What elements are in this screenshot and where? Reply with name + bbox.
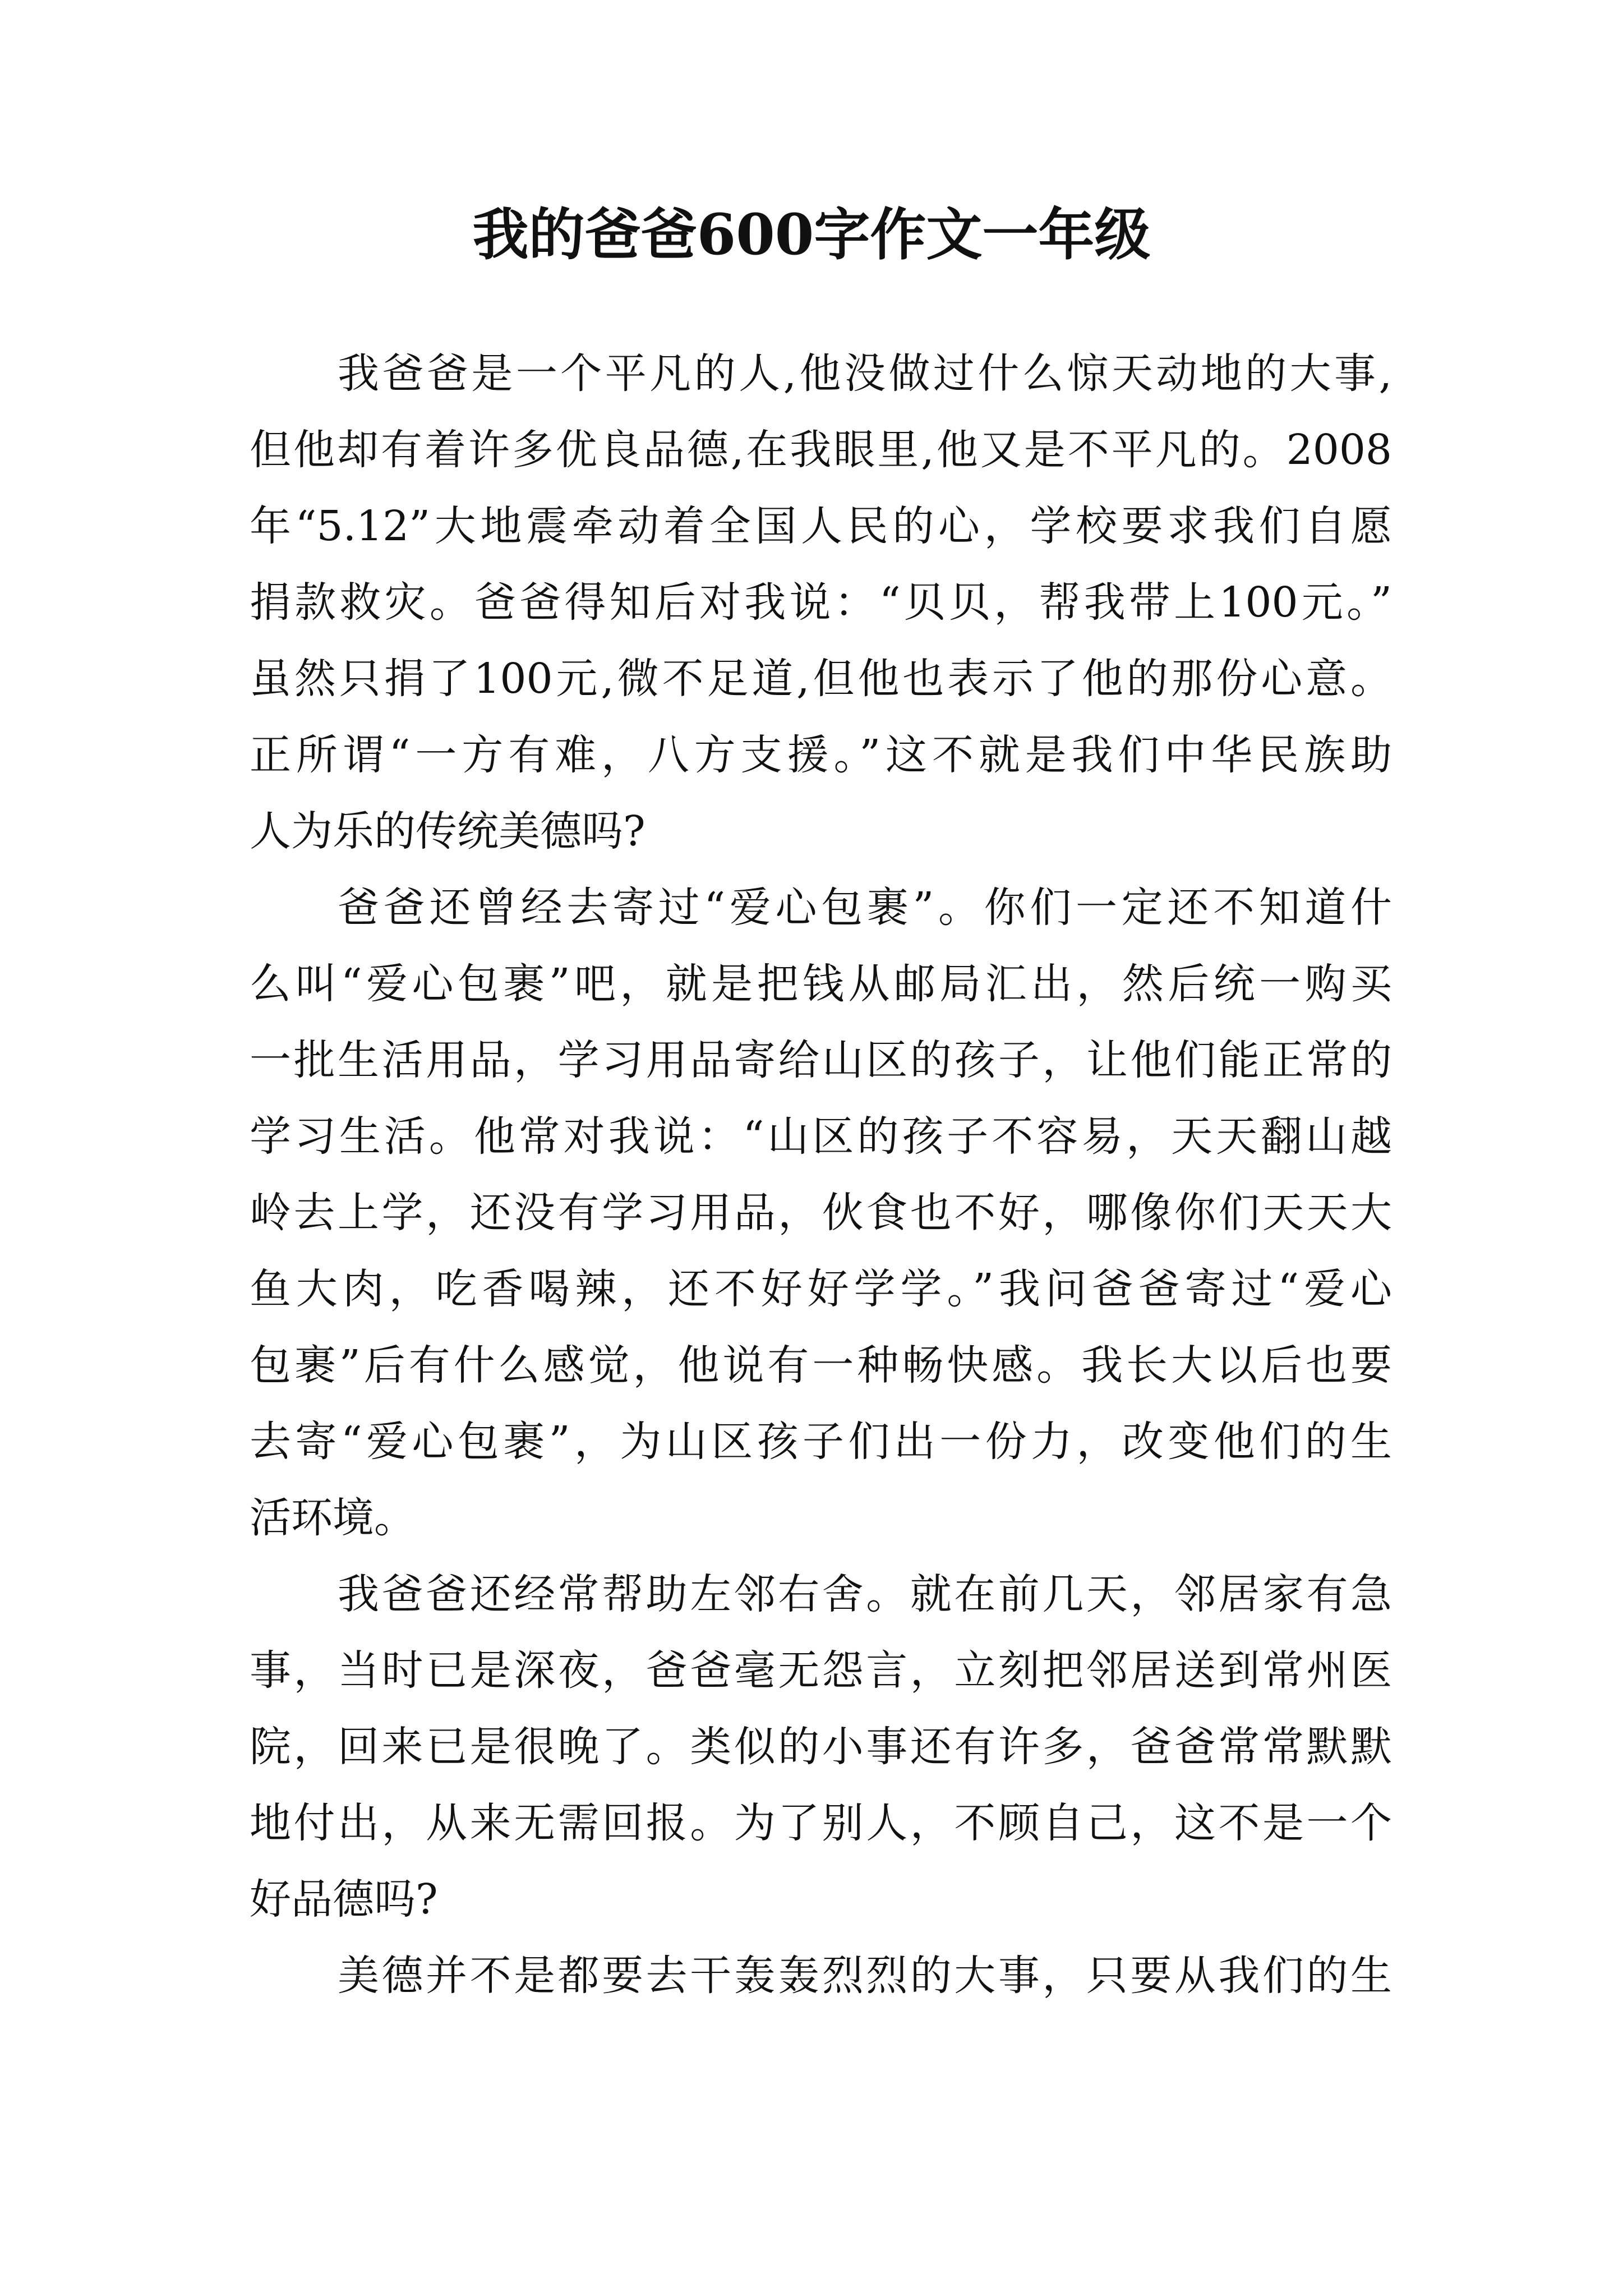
text-line: 院，回来已是很晚了。类似的小事还有许多，爸爸常常默默	[250, 1723, 1392, 1771]
text-line: 我爸爸是一个平凡的人,他没做过什么惊天动地的大事,	[338, 349, 1392, 398]
text-line: 美德并不是都要去干轰轰烈烈的大事，只要从我们的生	[338, 1952, 1392, 2000]
text-line: 包裹”后有什么感觉，他说有一种畅快感。我长大以后也要	[250, 1341, 1392, 1389]
text-line: 我爸爸还经常帮助左邻右舍。就在前几天，邻居家有急	[338, 1570, 1392, 1618]
text-line: 鱼大肉，吃香喝辣，还不好好学学。”我问爸爸寄过“爱心	[250, 1265, 1392, 1313]
document-body	[250, 335, 1392, 2014]
text-line: 学习生活。他常对我说：“山区的孩子不容易，天天翻山越	[250, 1112, 1392, 1161]
text-line: 地付出，从来无需回报。为了别人，不顾自己，这不是一个	[250, 1799, 1392, 1847]
text-line: 去寄“爱心包裹”，为山区孩子们出一份力，改变他们的生	[250, 1418, 1392, 1466]
text-line: 但他却有着许多优良品德,在我眼里,他又是不平凡的。2008	[250, 426, 1392, 474]
text-line: 虽然只捐了100元,微不足道,但他也表示了他的那份心意。	[250, 655, 1392, 703]
text-line: 人为乐的传统美德吗?	[250, 807, 645, 855]
text-line: 爸爸还曾经去寄过“爱心包裹”。你们一定还不知道什	[338, 884, 1392, 932]
text-line: 好品德吗?	[250, 1875, 438, 1924]
text-line: 正所谓“一方有难，八方支援。”这不就是我们中华民族助	[250, 731, 1392, 779]
text-line: 一批生活用品，学习用品寄给山区的孩子，让他们能正常的	[250, 1036, 1392, 1084]
document-title: 我的爸爸600字作文一年级	[472, 201, 1151, 268]
text-line: 捐款救灾。爸爸得知后对我说：“贝贝，帮我带上100元。”	[250, 578, 1392, 627]
text-line: 事，当时已是深夜，爸爸毫无怨言，立刻把邻居送到常州医	[250, 1646, 1392, 1695]
text-line: 么叫“爱心包裹”吧，就是把钱从邮局汇出，然后统一购买	[250, 960, 1392, 1008]
text-line: 岭去上学，还没有学习用品，伙食也不好，哪像你们天天大	[250, 1189, 1392, 1237]
text-line: 年“5.12”大地震牵动着全国人民的心，学校要求我们自愿	[250, 502, 1392, 550]
text-line: 活环境。	[250, 1494, 416, 1542]
